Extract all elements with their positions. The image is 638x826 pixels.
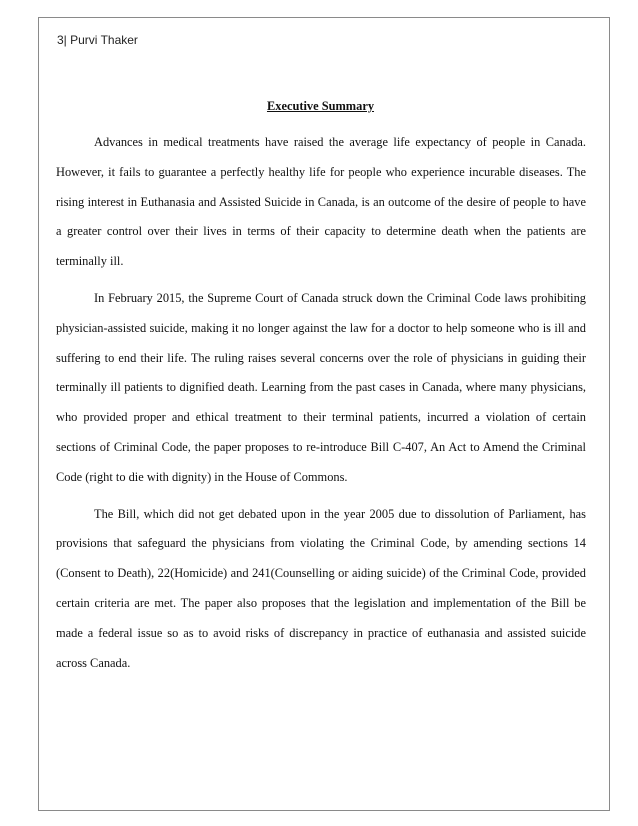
paragraph-3: The Bill, which did not get debated upon in the year 2005 due to dissolution of Parliament, has provisions that safeguard the physicians from violating the Criminal Code, by amending sections 14 (Consent to Death), 22(Homicide) and 241(Counselling or aiding suicide) of the Criminal Code, provided certain criteria are met. The paper also proposes that the legislation and implementation of the Bill be made a federal issue so as to avoid risks of discrepancy in practice of euthanasia and assisted suicide across Canada. — [56, 506, 586, 670]
page-header: 3| Purvi Thaker — [57, 33, 138, 47]
paragraph-1: Advances in medical treatments have raised the average life expectancy of people in Canada. However, it fails to guarantee a perfectly healthy life for people who experience incurable diseases. The rising interest in Euthanasia and Assisted Suicide in Canada, is an outcome of the desire of people to have a greater control over their lives in terms of their capacity to determine death when the patients are terminally ill. — [56, 135, 586, 269]
paragraph-2: In February 2015, the Supreme Court of Canada struck down the Criminal Code laws prohibiting physician-assisted suicide, making it no longer against the law for a doctor to help someone who is ill and suffering to end their life. The ruling raises several concerns over the role of physicians in guiding their terminally ill patients to dignified death. Learning from the past cases in Canada, where many physicians, who provided proper and ethical treatment to their terminal patients, incurred a violation of certain sections of Criminal Code, the paper proposes to re-introduce Bill C-407, An Act to Amend the Criminal Code (right to die with dignity) in the House of Commons. — [56, 290, 586, 484]
document-body — [56, 128, 586, 685]
document-title: Executive Summary — [266, 99, 375, 113]
